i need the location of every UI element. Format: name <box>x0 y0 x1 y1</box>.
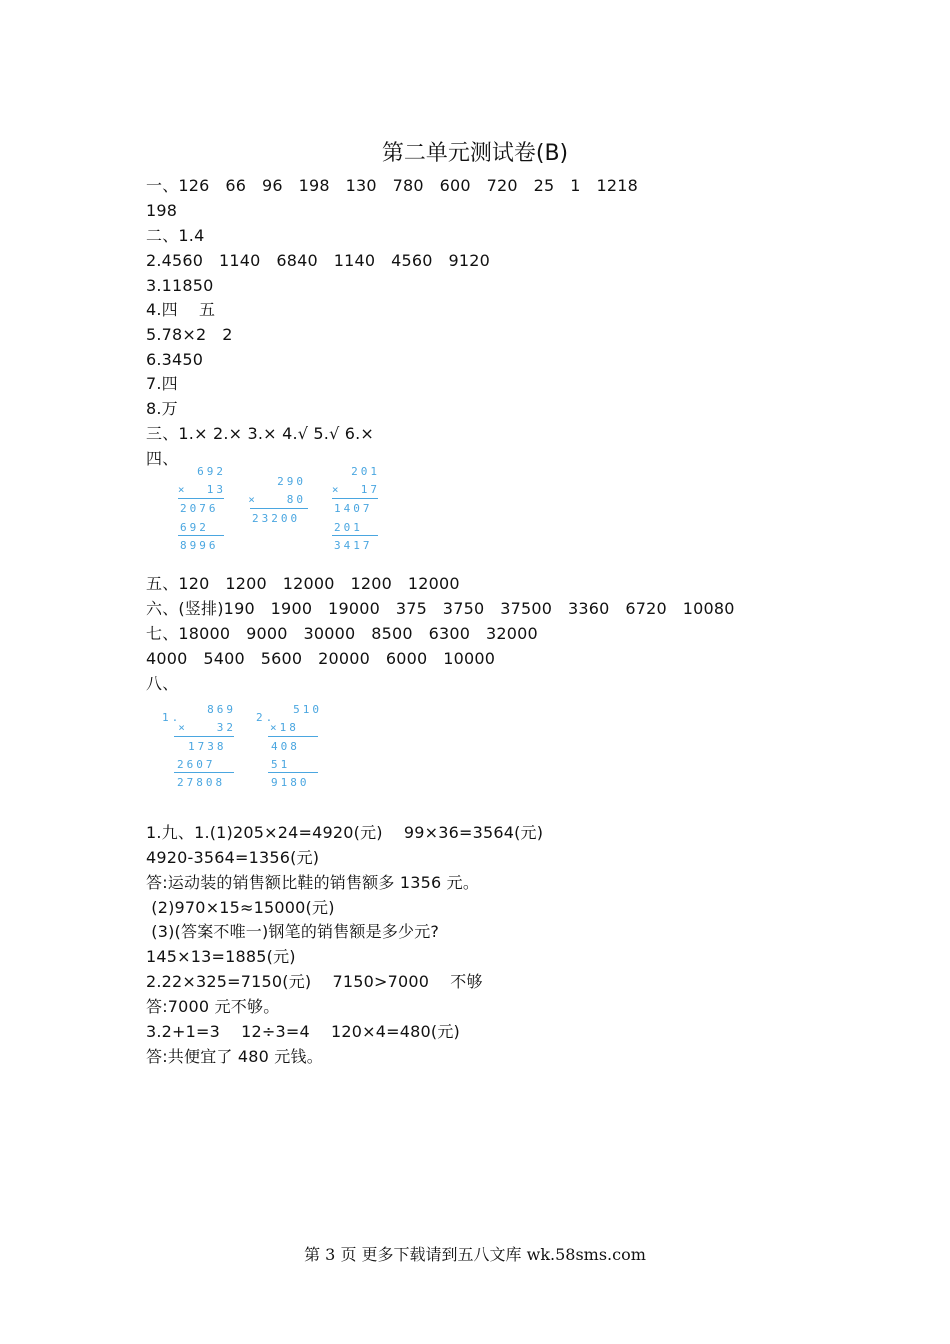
answer-line: 5.78×2 2 <box>146 325 233 344</box>
calc-rule <box>332 498 378 499</box>
calc-rule <box>250 508 308 509</box>
answer-line: 1.九、1.(1)205×24=4920(元) 99×36=3564(元) <box>146 823 544 842</box>
answer-line: 答:运动装的销售额比鞋的销售额多 1356 元。 <box>146 873 480 892</box>
vertical-calc-290x80: 290 × 80 23200 <box>248 475 306 525</box>
answer-line: 198 <box>146 201 178 220</box>
answer-line: 二、1.4 <box>146 226 205 245</box>
vertical-calc-201x17: 201 × 17 1407 201 3417 <box>331 465 380 552</box>
answer-line: (2)970×15≈15000(元) <box>146 898 335 917</box>
answer-line: 4000 5400 5600 20000 6000 10000 <box>146 649 496 668</box>
calc-rule <box>178 498 224 499</box>
answer-line: 3.2+1=3 12÷3=4 120×4=480(元) <box>146 1022 460 1041</box>
answer-line: 七、18000 9000 30000 8500 6300 32000 <box>146 624 538 643</box>
calc-rule <box>332 535 378 536</box>
answer-line: 一、126 66 96 198 130 780 600 720 25 1 1218 <box>146 176 638 195</box>
calc-rule <box>174 772 234 773</box>
answer-line: 五、120 1200 12000 1200 12000 <box>146 574 460 593</box>
answer-line: (3)(答案不唯一)钢笔的销售额是多少元? <box>146 922 440 941</box>
answer-line: 3.11850 <box>146 276 214 295</box>
answer-line: 4.四 五 <box>146 300 216 319</box>
answer-line: 145×13=1885(元) <box>146 947 296 966</box>
answer-line: 7.四 <box>146 374 178 393</box>
answer-line: 六、(竖排)190 1900 19000 375 3750 37500 3360 6720 10080 <box>146 599 735 618</box>
answer-line: 4920-3564=1356(元) <box>146 848 320 867</box>
section-eight-label: 八、 <box>146 674 179 693</box>
calc-rule <box>178 535 224 536</box>
answer-line: 2.22×325=7150(元) 7150>7000 不够 <box>146 972 483 991</box>
section-four-label: 四、 <box>146 449 179 468</box>
calc-rule <box>268 736 318 737</box>
page-title: 第二单元测试卷(B) <box>381 141 569 166</box>
answer-line: 答:7000 元不够。 <box>146 997 280 1016</box>
answer-line: 三、1.× 2.× 3.× 4.√ 5.√ 6.× <box>146 424 375 443</box>
vertical-calc-869x32: 1. 869 × 32 1738 2607 27808 <box>162 703 236 789</box>
page-footer: 第 3 页 更多下载请到五八文库 wk.58sms.com <box>304 1245 646 1264</box>
vertical-calc-692x13: 692 × 13 2076 692 8996 <box>177 465 226 552</box>
answer-line: 答:共便宜了 480 元钱。 <box>146 1047 323 1066</box>
calc-rule <box>268 772 318 773</box>
answer-line: 2.4560 1140 6840 1140 4560 9120 <box>146 251 491 270</box>
vertical-calc-510x18: 2. 510 ×18 408 51 9180 <box>256 703 322 789</box>
answer-line: 8.万 <box>146 399 178 418</box>
calc-rule <box>174 736 234 737</box>
answer-line: 6.3450 <box>146 350 204 369</box>
